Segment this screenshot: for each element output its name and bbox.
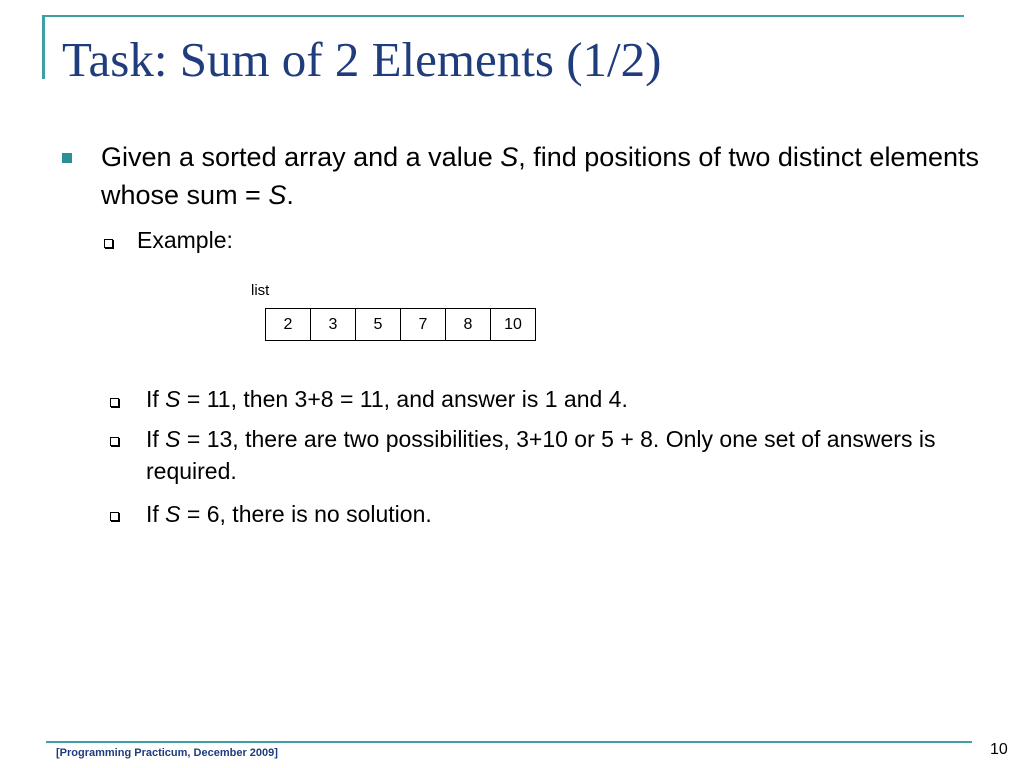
array-cell: 10 [491,309,536,340]
slide-title: Task: Sum of 2 Elements (1/2) [62,32,662,87]
hollow-square-bullet-icon [110,512,119,521]
case-item: If S = 11, then 3+8 = 11, and answer is 1 and 4. [146,386,628,412]
array-cell: 8 [446,309,491,340]
array-label: list [251,282,270,299]
frame-top-rule [42,15,964,17]
hollow-square-bullet-icon [104,239,113,248]
array-diagram [265,308,536,341]
square-bullet-icon [62,153,72,163]
main-bullet-text: Given a sorted array and a value S, find positions of two distinct elements whose sum = S. [101,142,979,210]
case-item: If S = 13, there are two possibilities, 3+10 or 5 + 8. Only one set of answers is required. [146,426,936,484]
array-cell: 2 [266,309,311,340]
page-number: 10 [990,741,1008,758]
hollow-square-bullet-icon [110,437,119,446]
array-cell: 3 [311,309,356,340]
array-cell: 5 [356,309,401,340]
hollow-square-bullet-icon [110,398,119,407]
example-label: Example: [137,227,233,253]
footer-rule [46,741,972,743]
case-item: If S = 6, there is no solution. [146,501,432,527]
frame-left-rule [42,15,45,79]
array-cell: 7 [401,309,446,340]
footer-citation: [Programming Practicum, December 2009] [56,747,278,759]
